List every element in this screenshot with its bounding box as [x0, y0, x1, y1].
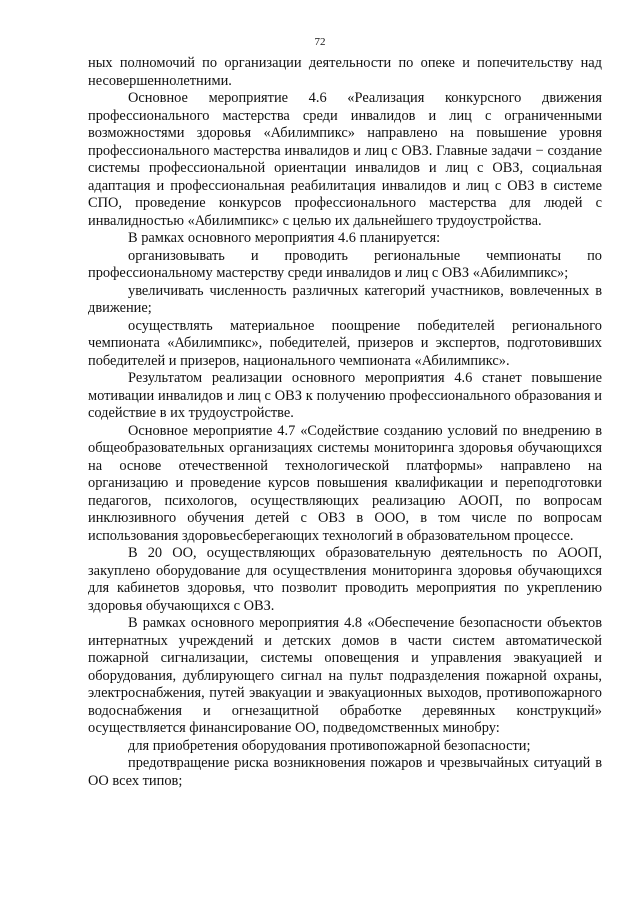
page-number: 72 [314, 36, 326, 48]
paragraph-measure-4-7: Основное мероприятие 4.7 «Содействие созданию условий по внедрению в общеобразовательных организациях системы мониторинга здоровья обучающихся на основе отечественной технологической платформы» направлено на организацию и проведение курсов повышения квалификации и переподготовки педагогов, психологов, осуществляющих реализацию АООП, по вопросам инклюзивного обучения детей с ОВЗ в ООО, в том числе по вопросам использования здоровьесберегающих технологий в образовательном процессе. [88, 422, 602, 544]
list-item-material-encouragement: осуществлять материальное поощрение победителей регионального чемпионата «Абилимпикс», победителей, призеров и экспертов, подготовивших победителей и призеров, национального чемпионата «Абилимпикс». [88, 317, 602, 369]
list-item-organize-championships: организовывать и проводить региональные чемпионаты по профессиональному мастерству среди инвалидов и лиц с ОВЗ «Абилимпикс»; [88, 247, 602, 281]
paragraph-measure-4-6-result: Результатом реализации основного мероприятия 4.6 станет повышение мотивации инвалидов и лиц с ОВЗ к получению профессионального образования и содействие в их трудоустройстве. [88, 370, 602, 421]
list-item-fire-risk-prevention: предотвращение риска возникновения пожаров и чрезвычайных ситуаций в ОО всех типов; [88, 755, 602, 789]
paragraph-measure-4-6-plan-intro: В рамках основного мероприятия 4.6 планируется: [128, 230, 441, 246]
paragraph-measure-4-8: В рамках основного мероприятия 4.8 «Обеспечение безопасности объектов интернатных учреждений и детских домов в части систем автоматической пожарной сигнализации, системы оповещения и управления эвакуацией и оборудования, дублирующего сигнал на пульт подразделения пожарной охраны, электроснабжения, путей эвакуации и эвакуационных выходов, противопожарного водоснабжения и огнезащитной обработке деревянных конструкций» осуществляется финансирование ОО, подведомственных минобру: [88, 615, 602, 736]
page-body [88, 55, 602, 790]
list-item-increase-participants: увеличивать численность различных категорий участников, вовлеченных в движение; [88, 282, 602, 316]
list-item-fire-safety-equipment: для приобретения оборудования противопожарной безопасности; [128, 737, 531, 754]
paragraph-measure-4-6: Основное мероприятие 4.6 «Реализация конкурсного движения профессионального мастерства среди инвалидов и лиц с ограниченными возможностями здоровья «Абилимпикс» направлено на повышение уровня профессионального мастерства инвалидов и лиц с ОВЗ. Главные задачи − создание системы профессиональной ориентации инвалидов и лиц с ОВЗ, социальная адаптация и профессиональная реабилитация инвалидов и лиц с ОВЗ в системе СПО, проведение конкурсов профессионального мастерства для людей с инвалидностью «Абилимпикс» с целью их дальнейшего трудоустройства. [88, 90, 602, 229]
paragraph-guardianship-continuation: ных полномочий по организации деятельности по опеке и попечительству над несовершеннолетними. [88, 55, 602, 89]
paragraph-health-monitoring-equipment: В 20 ОО, осуществляющих образовательную деятельность по АООП, закуплено оборудование для осуществления мониторинга здоровья обучающихся для кабинетов здоровья, что позволит проводить мероприятия по укреплению здоровья обучающихся с ОВЗ. [88, 545, 602, 614]
